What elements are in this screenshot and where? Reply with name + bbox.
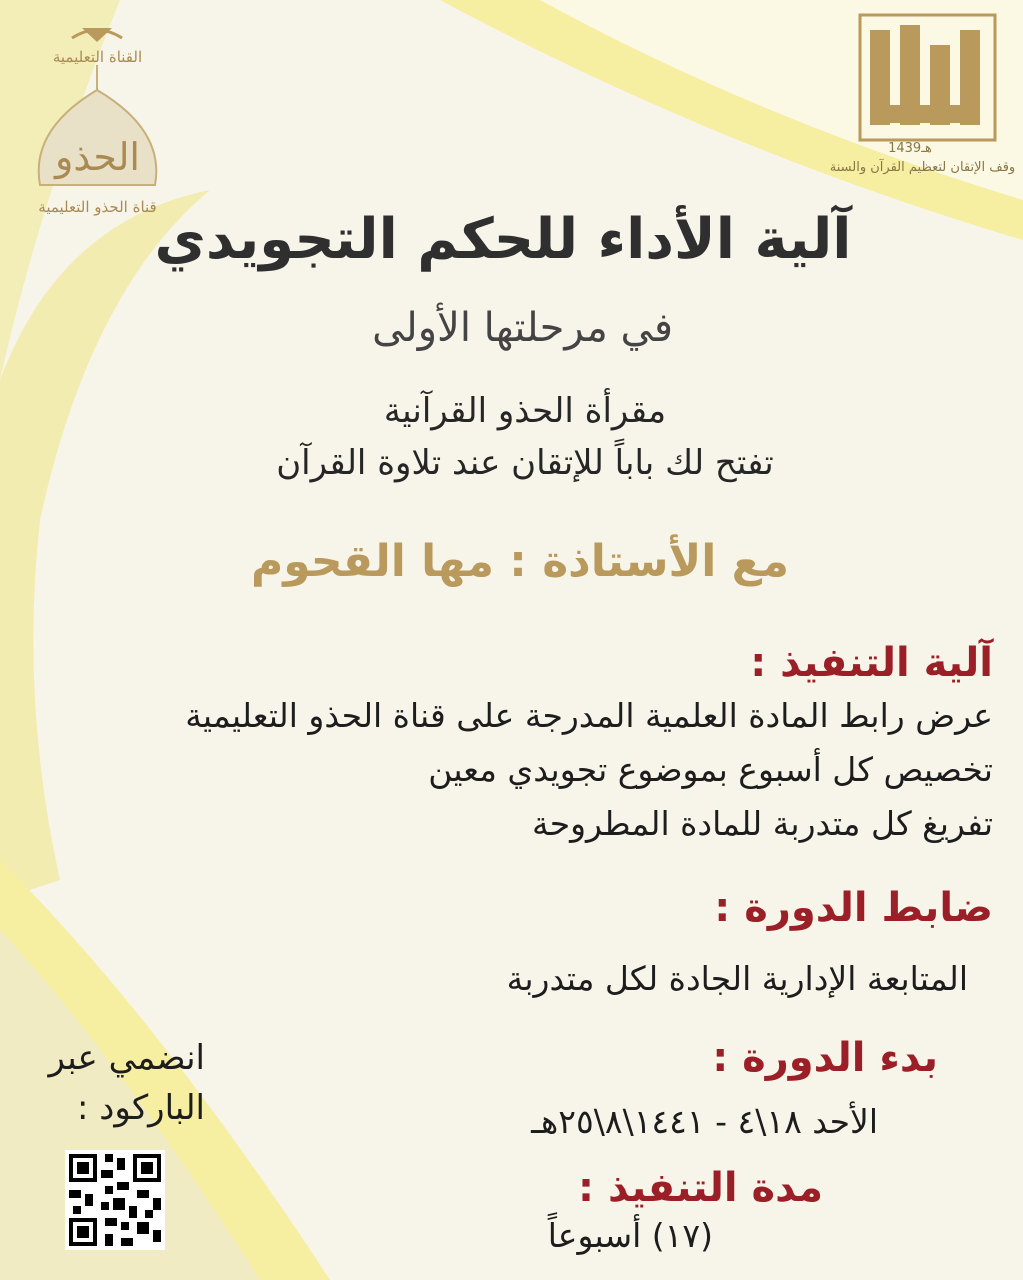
logo-right-caption: وقف الإتقان لتعظيم القرآن والسنة [829,160,1016,175]
intro-line-1: مقرأة الحذو القرآنية [383,391,667,431]
logo-left-bottom-text: قناة الحذو التعليمية [38,198,157,216]
start-heading: بدء الدورة : [712,1035,938,1081]
execution-item: تفريغ كل متدربة للمادة المطروحة [532,804,993,843]
logo-left-main-text: الحذو [55,135,140,179]
qr-label-line-1: انضمي عبر [48,1038,205,1078]
duration-text: (١٧) أسبوعاً [547,1216,713,1255]
rules-text: المتابعة الإدارية الجادة لكل متدربة [506,959,968,998]
itqan-emblem-icon [835,10,1015,150]
logo-left-top-text: القناة التعليمية [52,48,143,66]
teacher-name: مع الأستاذة : مها القحوم [251,536,789,587]
qr-code[interactable] [65,1150,165,1250]
execution-heading: آلية التنفيذ : [750,640,993,686]
logo-right-year: 1439هـ [888,141,932,156]
page-subtitle: في مرحلتها الأولى [372,305,673,351]
itqan-logo [829,10,1016,190]
rules-heading: ضابط الدورة : [714,885,993,931]
duration-heading: مدة التنفيذ : [578,1165,823,1211]
alhathw-logo [10,10,185,225]
page-title: آلية الأداء للحكم التجويدي [154,207,852,272]
execution-item: عرض رابط المادة العلمية المدرجة على قناة الحذو التعليمية [185,696,993,735]
qr-label-line-2: الباركود : [77,1088,205,1128]
execution-item: تخصيص كل أسبوع بموضوع تجويدي معين [428,750,993,789]
intro-line-2: تفتح لك باباً للإتقان عند تلاوة القرآن [276,443,774,483]
dome-logo-icon [10,10,185,225]
start-date: الأحد ١٨\٤ - ١٤٤١\٨\٢٥هـ [531,1102,878,1141]
